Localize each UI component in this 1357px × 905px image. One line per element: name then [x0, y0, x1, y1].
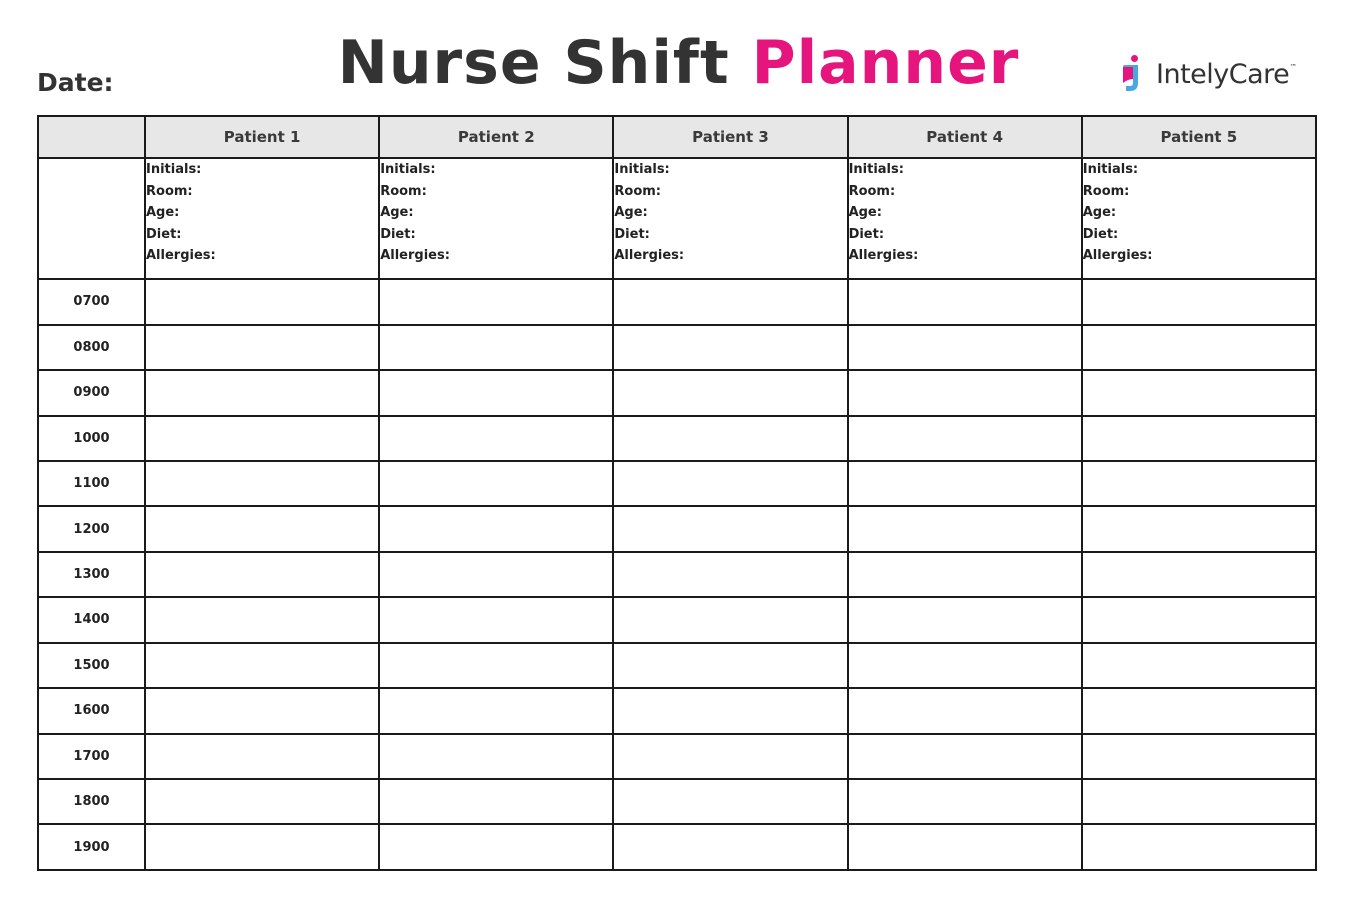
schedule-cell[interactable] — [145, 643, 379, 688]
title-part-2: Planner — [751, 28, 1020, 98]
schedule-cell[interactable] — [379, 688, 613, 733]
patient-header: Patient 5 — [1082, 116, 1316, 158]
time-label: 1500 — [38, 643, 145, 688]
schedule-cell[interactable] — [848, 370, 1082, 415]
schedule-cell[interactable] — [145, 325, 379, 370]
time-row — [38, 370, 1316, 415]
time-row — [38, 643, 1316, 688]
schedule-cell[interactable] — [848, 643, 1082, 688]
time-row — [38, 597, 1316, 642]
schedule-cell[interactable] — [145, 461, 379, 506]
schedule-cell[interactable] — [848, 279, 1082, 324]
info-field-label: Age: — [380, 205, 414, 220]
schedule-cell[interactable] — [379, 506, 613, 551]
patient-header: Patient 4 — [848, 116, 1082, 158]
time-label: 1200 — [38, 506, 145, 551]
schedule-cell[interactable] — [613, 325, 847, 370]
title-part-1: Nurse Shift — [337, 28, 730, 98]
schedule-cell[interactable] — [145, 279, 379, 324]
schedule-cell[interactable] — [613, 552, 847, 597]
schedule-cell[interactable] — [379, 643, 613, 688]
shift-planner-table — [37, 115, 1317, 871]
info-field-label: Allergies: — [380, 248, 450, 263]
schedule-cell[interactable] — [145, 552, 379, 597]
schedule-cell[interactable] — [1082, 597, 1316, 642]
time-label: 0800 — [38, 325, 145, 370]
schedule-cell[interactable] — [613, 506, 847, 551]
time-label: 1900 — [38, 824, 145, 870]
info-field-label: Room: — [146, 183, 193, 199]
corner-cell — [38, 116, 145, 158]
schedule-cell[interactable] — [145, 416, 379, 461]
patient-info-cell[interactable] — [145, 158, 379, 279]
schedule-cell[interactable] — [1082, 552, 1316, 597]
schedule-cell[interactable] — [379, 552, 613, 597]
time-label: 1800 — [38, 779, 145, 824]
info-field-label: Age: — [1082, 205, 1117, 220]
logo-text: IntelyCare ™ — [1156, 58, 1297, 90]
time-row — [38, 506, 1316, 551]
schedule-cell[interactable] — [145, 688, 379, 733]
schedule-cell[interactable] — [379, 279, 613, 324]
schedule-cell[interactable] — [613, 824, 847, 870]
info-field-label: Age: — [848, 205, 882, 220]
schedule-cell[interactable] — [1082, 779, 1316, 824]
patient-info-cell[interactable] — [1082, 158, 1316, 279]
time-label: 0700 — [38, 279, 145, 324]
info-field-label: Room: — [848, 183, 896, 199]
schedule-cell[interactable] — [613, 779, 847, 824]
time-label: 1000 — [38, 416, 145, 461]
info-field-label: Initials: — [380, 162, 436, 177]
info-blank-cell — [38, 158, 145, 279]
schedule-cell[interactable] — [848, 506, 1082, 551]
schedule-cell[interactable] — [848, 779, 1082, 824]
intelycare-logo — [1120, 52, 1297, 96]
info-field-label: Allergies: — [146, 248, 216, 263]
info-field-label: Age: — [146, 205, 180, 220]
schedule-cell[interactable] — [145, 734, 379, 779]
info-field-label: Initials: — [614, 162, 670, 177]
schedule-cell[interactable] — [145, 824, 379, 870]
info-field-label: Initials: — [848, 162, 904, 177]
info-field-label: Initials: — [1082, 162, 1139, 177]
patient-info-cell[interactable] — [613, 158, 847, 279]
schedule-cell[interactable] — [1082, 370, 1316, 415]
schedule-cell[interactable] — [379, 370, 613, 415]
schedule-cell[interactable] — [379, 461, 613, 506]
time-row — [38, 325, 1316, 370]
schedule-cell[interactable] — [848, 734, 1082, 779]
schedule-cell[interactable] — [145, 597, 379, 642]
logo-mark-icon — [1120, 53, 1150, 95]
schedule-cell[interactable] — [379, 779, 613, 824]
time-row — [38, 552, 1316, 597]
schedule-cell[interactable] — [848, 461, 1082, 506]
schedule-cell[interactable] — [613, 597, 847, 642]
schedule-cell[interactable] — [613, 279, 847, 324]
schedule-cell[interactable] — [1082, 506, 1316, 551]
info-field-label: Diet: — [848, 226, 885, 242]
schedule-cell[interactable] — [379, 416, 613, 461]
schedule-cell[interactable] — [1082, 643, 1316, 688]
schedule-cell[interactable] — [848, 824, 1082, 870]
schedule-cell[interactable] — [613, 643, 847, 688]
schedule-cell[interactable] — [848, 325, 1082, 370]
schedule-cell[interactable] — [613, 461, 847, 506]
info-field-label: Allergies: — [848, 248, 919, 263]
time-label: 1400 — [38, 597, 145, 642]
patient-info-cell[interactable] — [379, 158, 613, 279]
time-label: 0900 — [38, 370, 145, 415]
info-field-label: Age: — [614, 205, 648, 220]
schedule-cell[interactable] — [1082, 688, 1316, 733]
time-label: 1600 — [38, 688, 145, 733]
schedule-cell[interactable] — [1082, 734, 1316, 779]
schedule-cell[interactable] — [1082, 824, 1316, 870]
time-row — [38, 779, 1316, 824]
date-label: Date: — [37, 68, 114, 97]
info-field-label: Room: — [380, 183, 427, 199]
schedule-cell[interactable] — [379, 597, 613, 642]
schedule-cell[interactable] — [1082, 461, 1316, 506]
schedule-cell[interactable] — [848, 416, 1082, 461]
patient-header: Patient 3 — [613, 116, 847, 158]
time-label: 1700 — [38, 734, 145, 779]
schedule-cell[interactable] — [1082, 416, 1316, 461]
schedule-cell[interactable] — [848, 552, 1082, 597]
schedule-cell[interactable] — [379, 325, 613, 370]
time-row — [38, 416, 1316, 461]
schedule-cell[interactable] — [613, 416, 847, 461]
schedule-cell[interactable] — [145, 370, 379, 415]
patient-info-row — [38, 158, 1316, 279]
info-field-label: Diet: — [146, 226, 182, 242]
schedule-cell[interactable] — [379, 824, 613, 870]
schedule-cell[interactable] — [613, 734, 847, 779]
time-row — [38, 734, 1316, 779]
patient-header: Patient 1 — [145, 116, 379, 158]
info-field-label: Allergies: — [614, 248, 685, 263]
info-field-label: Diet: — [1082, 226, 1119, 242]
info-field-label: Allergies: — [1082, 248, 1153, 263]
schedule-cell[interactable] — [1082, 325, 1316, 370]
schedule-cell[interactable] — [613, 688, 847, 733]
schedule-cell[interactable] — [848, 688, 1082, 733]
schedule-cell[interactable] — [145, 506, 379, 551]
info-field-label: Room: — [1082, 183, 1130, 199]
schedule-cell[interactable] — [613, 370, 847, 415]
schedule-cell[interactable] — [1082, 279, 1316, 324]
patient-info-cell[interactable] — [848, 158, 1082, 279]
patient-header: Patient 2 — [379, 116, 613, 158]
time-row — [38, 461, 1316, 506]
time-label: 1100 — [38, 461, 145, 506]
info-field-label: Room: — [614, 183, 661, 199]
time-row — [38, 279, 1316, 324]
schedule-cell[interactable] — [145, 779, 379, 824]
info-field-label: Diet: — [380, 226, 416, 242]
schedule-cell[interactable] — [848, 597, 1082, 642]
info-field-label: Diet: — [614, 226, 650, 242]
schedule-cell[interactable] — [379, 734, 613, 779]
patient-header-row — [38, 116, 1316, 158]
info-field-label: Initials: — [146, 162, 202, 177]
time-row — [38, 688, 1316, 733]
time-row — [38, 824, 1316, 870]
time-label: 1300 — [38, 552, 145, 597]
